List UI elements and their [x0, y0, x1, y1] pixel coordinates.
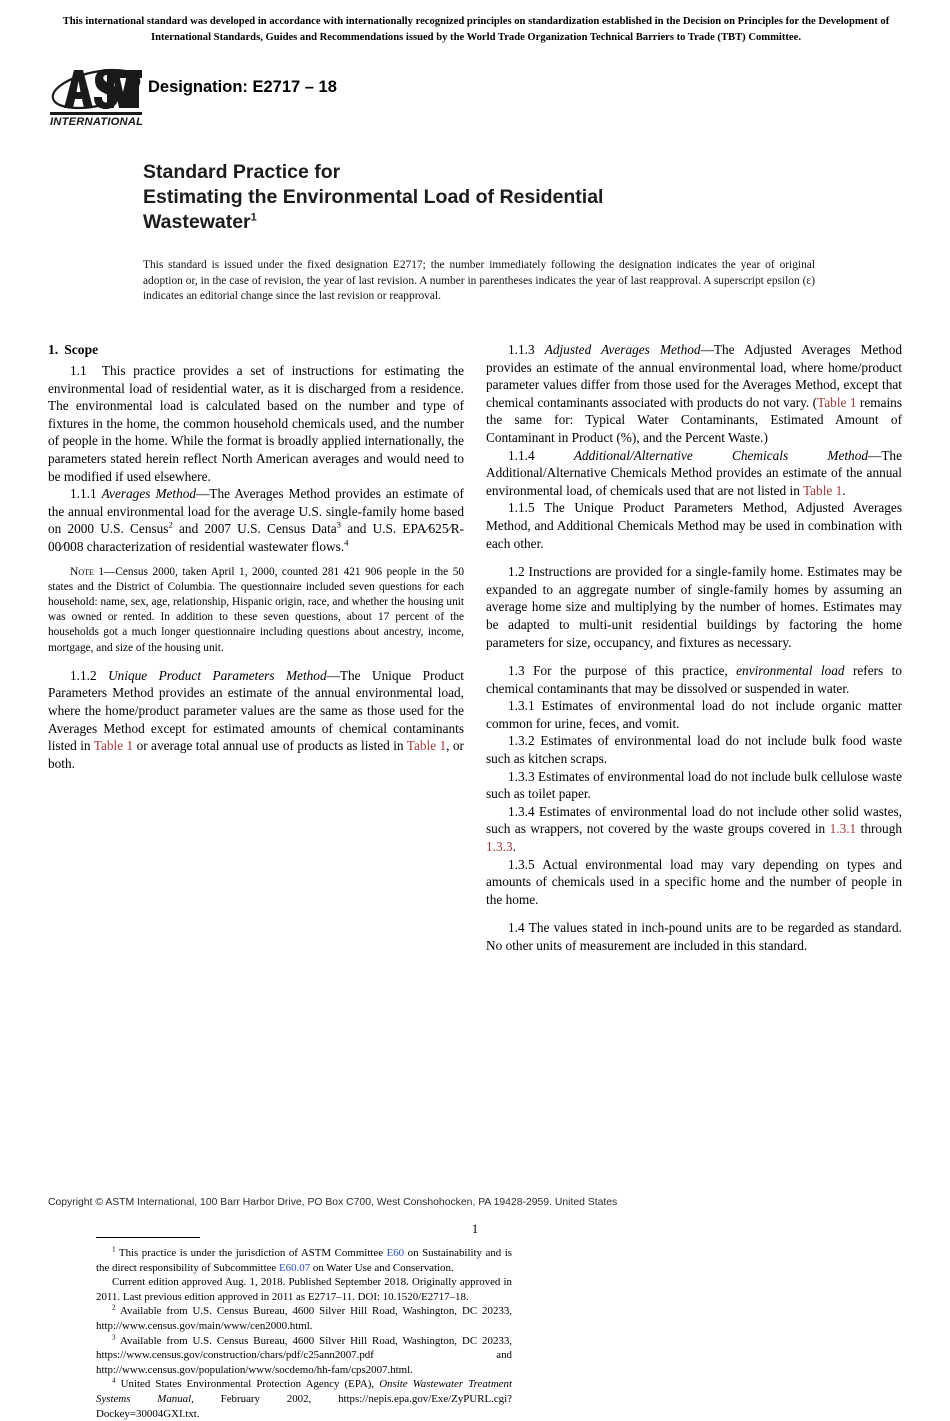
- astm-wordmark: INTERNATIONAL: [50, 116, 144, 128]
- para-num-1-1-3: 1.1.3: [508, 342, 535, 357]
- para-text-1-1-1-c: and U.S. EPA⁄625⁄R-00⁄008 characterization of residential wastewater flows.: [48, 521, 464, 554]
- section-number: 1.: [48, 342, 59, 357]
- para-num-1-1-5: 1.1.5: [508, 500, 535, 516]
- para-num-1-3-2: 1.3.2: [508, 733, 535, 749]
- footnote-4-marker: 4: [112, 1376, 116, 1385]
- para-italic-lead-1-1-4: Additional/Alternative Chemicals Method: [573, 447, 869, 463]
- para-text-1-3-b: refers to chemical contaminants that may be dissolved or suspended in water.: [486, 663, 902, 696]
- paragraph-1-1-4: [486, 447, 902, 500]
- footnote-edition: Current edition approved Aug. 1, 2018. Published September 2018. Originally approved in 2011. Last previous edition approved in 2011 as E2717–11. DOI: 10.1520/E2717–18.: [96, 1276, 512, 1303]
- footnote-1-marker: 1: [112, 1245, 116, 1254]
- title-line-3-text: Wastewater: [143, 211, 251, 233]
- section-heading-scope: [48, 341, 464, 359]
- tbt-banner-line2: Development of International Standards, Guides and Recommendations issued by the World Trade Organization Technical Barriers to Trade (TBT) Committee.: [151, 16, 890, 43]
- para-text-1-1-3-b: remains the same for: Typical Water Contaminants, Estimated Amount of Contaminant in Product (%), and the Percent Waste.): [486, 394, 902, 445]
- para-num-1-3-1: 1.3.1: [508, 698, 535, 714]
- para-text-1-1-3-a: —The Adjusted Averages Method provides an estimate of the annual environmental load, where home/product parameter values differ from those used for the Averages Method, except that chemical contaminants associated with products do not vary. (: [486, 342, 902, 410]
- paragraph-1-3: [486, 662, 902, 697]
- para-italic-lead-1-1-2: Unique Product Parameters Method: [108, 667, 327, 683]
- link-e60-07[interactable]: E60.07: [279, 1261, 311, 1274]
- paragraph-1-3-2: [486, 732, 902, 767]
- para-text-1-1-5: The Unique Product Parameters Method, Adjusted Averages Method, and Additional Chemicals Method may be used in combination with each other.: [486, 500, 902, 551]
- para-italic-lead-1-1-1: Averages Method: [101, 486, 197, 502]
- footnote-block: [96, 1237, 512, 1421]
- tbt-banner-line1: This international standard was developed in accordance with internationally recognized principles on standardization established in the Decision on Principles for the: [62, 16, 816, 27]
- para-text-1-2: Instructions are provided for a single-family home. Estimates may be expanded to an aggregate number of single-family homes by assuming an average home size and multiplying by the number of homes. Estimates may be adapted to multi-unit residential buildings by factoring the home parameters for size, occupancy, and fixtures as necessary.: [486, 564, 903, 650]
- paragraph-1-1-2: [48, 667, 464, 773]
- para-text-1-1-2-c: , or both.: [48, 738, 464, 771]
- link-e60[interactable]: E60: [386, 1247, 405, 1259]
- para-num-1-3-5: 1.3.5: [508, 856, 535, 872]
- footnote-1-text-a: This practice is under the jurisdiction of ASTM Committee: [115, 1247, 387, 1259]
- footnote-ref-3: 3: [336, 519, 342, 530]
- paragraph-1-3-5: [486, 856, 902, 909]
- title-line-1: Standard Practice for: [143, 161, 341, 183]
- page-number: 1: [471, 1222, 479, 1236]
- para-num-1-4: 1.4: [508, 920, 525, 936]
- page-title: [143, 160, 783, 235]
- xref-table-1-a[interactable]: Table 1: [93, 738, 134, 754]
- footnote-2-text: Available from U.S. Census Bureau, 4600 Silver Hill Road, Washington, DC 20233, http://www.census.gov/main/www/cen2000.html.: [96, 1305, 512, 1332]
- title-line-2: Estimating the Environmental Load of Residential: [143, 186, 604, 208]
- para-num-1-1-2: 1.1.2: [70, 667, 97, 683]
- astm-monogram-icon: [50, 62, 142, 114]
- paragraph-1-1: [48, 362, 464, 485]
- footnote-1-text-b: on Sustainability and is the direct responsibility of Subcommittee: [96, 1247, 513, 1274]
- xref-table-1-b[interactable]: Table 1: [406, 738, 447, 754]
- xref-table-1-d[interactable]: Table 1: [802, 482, 843, 498]
- note-1: [48, 565, 464, 656]
- xref-1-3-3[interactable]: 1.3.3: [486, 839, 513, 855]
- section-title: Scope: [64, 342, 99, 357]
- paragraph-1-4: [486, 919, 902, 954]
- paragraph-1-3-3: [486, 768, 902, 803]
- para-text-1-1-2-b: or average total annual use of products as listed in: [133, 738, 407, 754]
- paragraph-1-3-4: [486, 803, 902, 856]
- para-text-1-3-4-b: through: [856, 821, 902, 837]
- astm-logo-mark: [50, 62, 142, 114]
- para-text-1-1-4-a: —The Additional/Alternative Chemicals Method provides an estimate of the annual environmental load, of chemicals used that are not listed in: [486, 447, 902, 498]
- footnote-ref-4: 4: [344, 537, 349, 548]
- title-line-3: [143, 210, 783, 235]
- para-num-1-1: 1.1: [70, 363, 87, 378]
- astm-logo: [50, 62, 142, 132]
- footnote-1-text-c: on Water Use and Conservation.: [310, 1261, 454, 1274]
- tbt-banner: [48, 14, 904, 45]
- footnote-2-marker: 2: [112, 1303, 116, 1312]
- footnote-4: [96, 1377, 512, 1421]
- note-label: Note: [70, 565, 94, 578]
- para-text-1-1-2-a: —The Unique Product Parameters Method provides an estimate of the annual environmental load, where the home/product parameter values are the same as those used for the Averages Method except for estimated amounts of chemical contaminants listed in: [48, 667, 464, 754]
- footnote-1: [96, 1246, 512, 1275]
- para-text-1-1: This practice provides a set of instructions for estimating the environmental load of residential water, as it is discharged from a residence. The environmental load is calculated based on the number and type of fixtures in the home, the common household chemicals used, and the number of people in the home. While the format is broadly applied internationally, the parameters stated herein reflect North American averages and would need to be modified if used elsewhere.: [48, 363, 464, 484]
- footnote-2: [96, 1304, 512, 1333]
- para-text-1-3-5: Actual environmental load may vary depending on types and amounts of chemicals used in a specific home and the number of people in the home.: [486, 856, 903, 907]
- logo-divider: [50, 112, 142, 115]
- para-text-1-3-2: Estimates of environmental load do not include bulk food waste such as kitchen scraps.: [486, 733, 903, 767]
- para-text-1-3-4-a: Estimates of environmental load do not include other solid wastes, such as wrappers, not covered by the waste groups covered in: [486, 803, 902, 837]
- paragraph-1-1-3: [486, 341, 902, 447]
- paragraph-1-3-1: [486, 697, 902, 732]
- para-num-1-3-4: 1.3.4: [508, 803, 535, 819]
- paragraph-1-1-5: [486, 499, 902, 552]
- footnote-4-text-a: United States Environmental Protection Agency (EPA),: [115, 1378, 380, 1391]
- para-text-1-3-1: Estimates of environmental load do not include organic matter common for urine, feces, and vomit.: [486, 698, 902, 731]
- para-text-1-1-1-a: —The Averages Method provides an estimate of the annual environmental load for the average U.S. single-family home based on 2000 U.S. Census: [48, 486, 464, 537]
- para-num-1-1-1: 1.1.1: [70, 486, 97, 502]
- para-num-1-1-4: 1.1.4: [508, 447, 535, 463]
- footnote-3-marker: 3: [112, 1332, 116, 1341]
- paragraph-1-2: [486, 563, 902, 651]
- column-right: [486, 341, 902, 955]
- footnote-4-italic-title: Onsite Wastewater Treatment Systems Manual: [96, 1378, 512, 1405]
- xref-1-3-1[interactable]: 1.3.1: [829, 821, 857, 837]
- para-italic-env-load: environmental load: [736, 663, 845, 679]
- footnote-3-text: Available from U.S. Census Bureau, 4600 Silver Hill Road, Washington, DC 20233, https://www.census.gov/construction/chars/pdf/c25ann2007.pdf and http://www.census.gov/population/www/socdemo/hh-fam/cps2007.html.: [96, 1334, 512, 1376]
- para-text-1-1-4-b: .: [842, 482, 846, 498]
- para-num-1-3-3: 1.3.3: [508, 768, 535, 784]
- para-text-1-3-3: Estimates of environmental load do not include bulk cellulose waste such as toilet paper.: [486, 768, 902, 802]
- designation: Designation: E2717 – 18: [148, 78, 337, 96]
- footnote-ref-2: 2: [168, 519, 173, 530]
- issue-statement: This standard is issued under the fixed designation E2717; the number immediately following the designation indicates the year of original adoption or, in the case of revision, the year of last revision. A number in parentheses indicates the year of last reapproval. A superscript epsilon (ε) indicates an editorial change since the last revision or reapproval.: [143, 259, 815, 303]
- para-italic-lead-1-1-3: Adjusted Averages Method: [544, 342, 701, 357]
- para-text-1-4: The values stated in inch-pound units are to be regarded as standard. No other units of measurement are included in this standard.: [486, 920, 902, 953]
- para-text-1-1-1-b: and 2007 U.S. Census Data: [172, 521, 337, 537]
- note-1-text: 1—Census 2000, taken April 1, 2000, counted 281 421 906 people in the 50 states and the District of Columbia. The questionnaire included seven questions for each household: name, sex, age, relationship, Hispanic origin, race, and whether the housing unit was owned or rented. In addition to these seven questions, about 17 percent of the households got a much longer questionnaire including questions about ancestry, income, mortgage, and size of the housing unit.: [48, 565, 464, 654]
- footnote-3: [96, 1334, 512, 1378]
- footnote-4-text-b: , February 2002, https://nepis.epa.gov/Exe/ZyPURL.cgi?Dockey=30004GXI.txt.: [96, 1392, 512, 1420]
- para-num-1-2: 1.2: [508, 564, 525, 580]
- para-text-1-3-4-c: .: [512, 839, 516, 855]
- para-num-1-3: 1.3: [508, 663, 525, 679]
- copyright-notice: Copyright © ASTM International, 100 Barr Harbor Drive, PO Box C700, West Conshohocken, PA 19428-2959. United States: [48, 1197, 618, 1208]
- paragraph-1-1-1: [48, 485, 464, 555]
- footnote-divider: [96, 1237, 200, 1238]
- xref-table-1-c[interactable]: Table 1: [817, 394, 857, 410]
- para-text-1-3-a: For the purpose of this practice,: [533, 663, 737, 679]
- title-footnote-marker: 1: [250, 211, 257, 224]
